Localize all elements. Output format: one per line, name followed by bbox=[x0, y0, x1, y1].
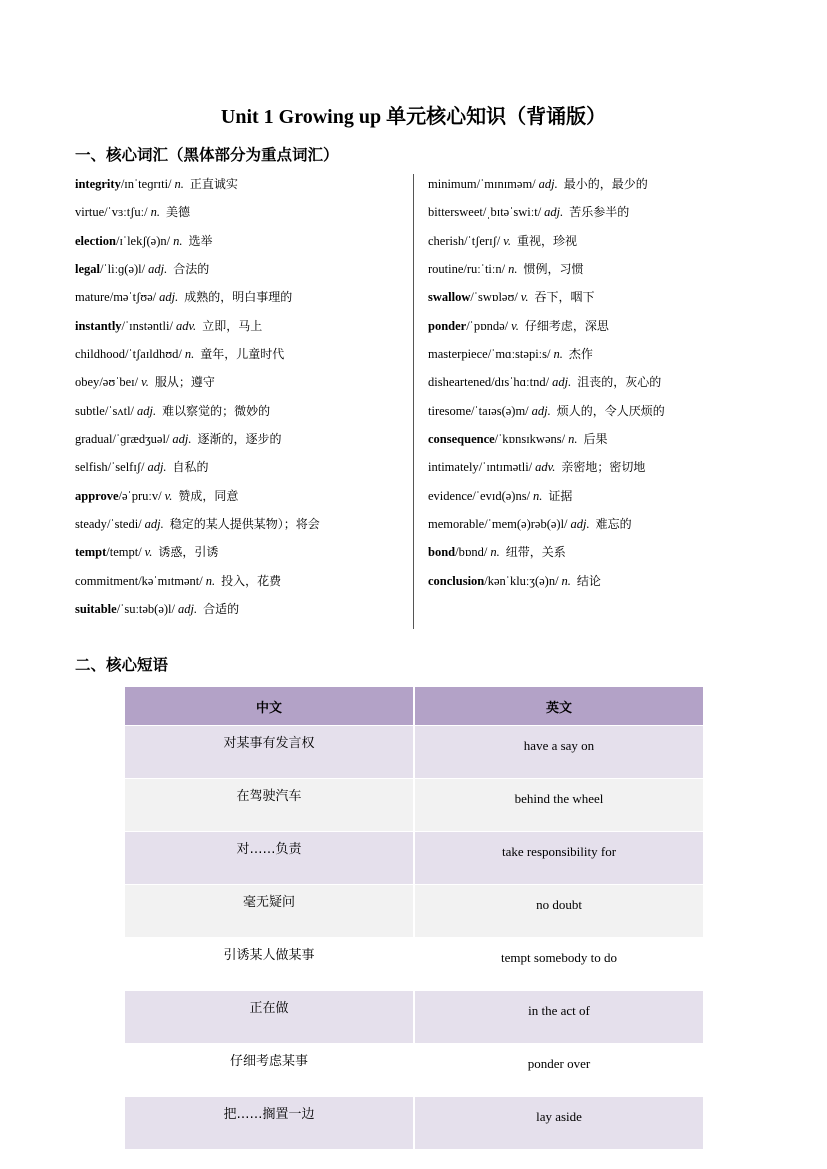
phrase-english: behind the wheel bbox=[414, 779, 703, 832]
vocab-phonetic: /bɒnd/ bbox=[455, 545, 488, 560]
header-chinese: 中文 bbox=[125, 687, 414, 726]
vocab-entry bbox=[428, 541, 758, 569]
vocab-part-of-speech: v. bbox=[141, 375, 149, 390]
vocab-word: evidence bbox=[428, 488, 473, 503]
vocab-meaning: 沮丧的，灰心的 bbox=[577, 375, 662, 390]
phrase-chinese: 毫无疑问 bbox=[125, 885, 414, 938]
vocab-entry bbox=[428, 513, 758, 541]
vocab-part-of-speech: adv. bbox=[175, 318, 197, 333]
vocab-meaning: 烦人的，令人厌烦的 bbox=[556, 403, 665, 418]
vocab-word: election bbox=[75, 233, 116, 248]
vocab-entry bbox=[75, 570, 410, 598]
vocab-meaning: 惯例，习惯 bbox=[523, 262, 584, 277]
vocab-part-of-speech: n. bbox=[533, 488, 543, 503]
vocab-phonetic: /ɪˈlekʃ(ə)n/ bbox=[115, 233, 171, 248]
phrase-english: ponder over bbox=[414, 1044, 703, 1097]
vocab-meaning: 结论 bbox=[576, 573, 601, 588]
vocab-part-of-speech: adj. bbox=[137, 403, 157, 418]
vocab-word: mature bbox=[75, 290, 110, 305]
vocab-meaning: 稳定的某人提供某物）；将会 bbox=[169, 517, 320, 532]
vocab-entry bbox=[428, 485, 758, 513]
vocab-word: subtle bbox=[75, 403, 105, 418]
vocab-phonetic: /tempt/ bbox=[106, 545, 142, 560]
vocab-word: approve bbox=[75, 488, 119, 503]
vocab-entry bbox=[428, 428, 758, 456]
vocab-entry bbox=[75, 315, 410, 343]
vocab-word: ponder bbox=[428, 318, 467, 333]
vocab-part-of-speech: n. bbox=[568, 432, 578, 447]
vocab-entry bbox=[428, 201, 758, 229]
vocab-word: virtue bbox=[75, 205, 105, 220]
phrase-english: take responsibility for bbox=[414, 832, 703, 885]
vocab-part-of-speech: adj. bbox=[144, 517, 164, 532]
vocab-phonetic: /ɪnˈteɡrɪti/ bbox=[120, 177, 172, 191]
vocab-part-of-speech: adv. bbox=[535, 460, 556, 475]
vocab-word: cherish bbox=[428, 233, 465, 248]
vocab-phonetic: /məˈtʃʊə/ bbox=[109, 290, 157, 305]
vocab-part-of-speech: adj. bbox=[159, 290, 179, 305]
vocab-column-left bbox=[75, 173, 410, 627]
vocab-phonetic: /ˈsʌtl/ bbox=[104, 403, 135, 418]
vocab-part-of-speech: adj. bbox=[148, 262, 168, 277]
vocab-entry bbox=[75, 201, 410, 229]
vocab-word: routine bbox=[428, 262, 464, 277]
vocab-phonetic: /ˈevɪd(ə)ns/ bbox=[472, 488, 531, 503]
vocab-meaning: 童年，儿童时代 bbox=[200, 347, 285, 362]
vocab-word: consequence bbox=[428, 432, 495, 447]
vocab-word: suitable bbox=[75, 602, 117, 617]
vocab-meaning: 纽带，关系 bbox=[505, 545, 566, 560]
vocab-entry bbox=[428, 570, 758, 598]
vocab-part-of-speech: v. bbox=[144, 545, 153, 560]
vocab-meaning: 合法的 bbox=[173, 262, 210, 277]
vocab-column-right bbox=[428, 173, 758, 598]
vocab-word: memorable bbox=[428, 517, 485, 532]
vocab-part-of-speech: n. bbox=[150, 205, 160, 220]
table-row bbox=[125, 1097, 703, 1150]
vocab-word: integrity bbox=[75, 177, 121, 191]
phrase-table-header bbox=[125, 687, 703, 726]
vocab-part-of-speech: adj. bbox=[531, 403, 551, 418]
vocab-meaning: 后果 bbox=[583, 432, 608, 447]
vocab-meaning: 诱惑，引诱 bbox=[158, 545, 219, 560]
column-divider bbox=[413, 174, 414, 629]
vocab-word: conclusion bbox=[428, 573, 485, 588]
vocab-meaning: 逐渐的，逐步的 bbox=[197, 432, 282, 447]
vocab-entry bbox=[75, 456, 410, 484]
vocab-part-of-speech: n. bbox=[205, 573, 216, 588]
table-row bbox=[125, 885, 703, 938]
vocab-phonetic: /ˈstedi/ bbox=[106, 517, 142, 532]
vocab-part-of-speech: n. bbox=[174, 177, 184, 191]
phrase-table bbox=[125, 687, 703, 1150]
phrase-chinese: 正在做 bbox=[125, 991, 414, 1044]
vocab-entry bbox=[75, 286, 410, 314]
phrase-english: in the act of bbox=[414, 991, 703, 1044]
phrase-chinese: 对某事有发言权 bbox=[125, 726, 414, 779]
vocab-entry bbox=[428, 400, 758, 428]
vocab-word: bittersweet bbox=[428, 205, 483, 220]
vocab-word: childhood bbox=[75, 347, 125, 362]
vocab-meaning: 立即，马上 bbox=[202, 318, 263, 333]
vocab-word: steady bbox=[75, 517, 107, 532]
vocab-entry bbox=[428, 286, 758, 314]
vocab-entry bbox=[75, 343, 410, 371]
vocab-phonetic: /ˈswɒləʊ/ bbox=[470, 290, 518, 305]
vocab-phonetic: /ˈtʃaɪldhʊd/ bbox=[125, 347, 182, 362]
vocab-part-of-speech: v. bbox=[164, 488, 173, 503]
vocab-phonetic: /ˈliːɡ(ə)l/ bbox=[100, 262, 146, 277]
phrase-chinese: 引诱某人做某事 bbox=[125, 938, 414, 991]
vocab-word: obey bbox=[75, 375, 100, 390]
vocab-word: instantly bbox=[75, 318, 122, 333]
phrase-english: have a say on bbox=[414, 726, 703, 779]
vocab-meaning: 赞成，同意 bbox=[178, 488, 239, 503]
vocab-entry bbox=[75, 230, 410, 258]
vocab-meaning: 苦乐参半的 bbox=[569, 205, 630, 220]
vocab-meaning: 杰作 bbox=[568, 347, 593, 362]
vocab-meaning: 难忘的 bbox=[595, 517, 632, 532]
header-english: 英文 bbox=[414, 687, 703, 726]
vocab-word: disheartened bbox=[428, 375, 492, 390]
vocab-entry bbox=[428, 258, 758, 286]
vocab-meaning: 合适的 bbox=[203, 602, 240, 617]
page-title: Unit 1 Growing up 单元核心知识（背诵版） bbox=[220, 106, 607, 128]
table-row bbox=[125, 938, 703, 991]
vocab-part-of-speech: adj. bbox=[178, 602, 198, 617]
vocab-meaning: 难以察觉的；微妙的 bbox=[162, 403, 271, 418]
vocab-phonetic: /ˌbɪtəˈswiːt/ bbox=[482, 205, 542, 220]
vocab-part-of-speech: adj. bbox=[538, 177, 558, 191]
table-row bbox=[125, 1044, 703, 1097]
vocab-entry bbox=[75, 428, 410, 456]
vocab-entry bbox=[428, 456, 758, 484]
vocab-entry bbox=[428, 371, 758, 399]
vocab-phonetic: /ˈvɜːtʃuː/ bbox=[104, 205, 148, 220]
vocab-part-of-speech: n. bbox=[173, 233, 183, 248]
phrase-english: tempt somebody to do bbox=[414, 938, 703, 991]
vocab-word: masterpiece bbox=[428, 347, 488, 362]
vocab-word: intimately bbox=[428, 460, 479, 475]
vocab-meaning: 美德 bbox=[166, 205, 191, 220]
table-row bbox=[125, 779, 703, 832]
vocab-entry bbox=[428, 315, 758, 343]
vocab-entry bbox=[75, 173, 410, 201]
vocab-phonetic: /ˈmɪnɪməm/ bbox=[476, 177, 536, 191]
section-heading-vocab: 一、核心词汇（黑体部分为重点词汇） bbox=[75, 146, 339, 164]
vocab-phonetic: /ˈtaɪəs(ə)m/ bbox=[471, 403, 529, 418]
vocab-phonetic: /ruːˈtiːn/ bbox=[463, 262, 506, 277]
vocab-word: swallow bbox=[428, 290, 471, 305]
vocab-meaning: 成熟的，明白事理的 bbox=[184, 290, 293, 305]
vocab-phonetic: /əʊˈbeɪ/ bbox=[99, 375, 139, 390]
vocab-phonetic: /ˈmɑːstəpiːs/ bbox=[487, 347, 551, 362]
vocab-meaning: 投入，花费 bbox=[221, 573, 282, 588]
vocab-entry bbox=[75, 598, 410, 626]
vocab-entry bbox=[428, 343, 758, 371]
vocab-phonetic: /kənˈkluːʒ(ə)n/ bbox=[484, 573, 559, 588]
vocab-entry bbox=[75, 541, 410, 569]
vocab-entry bbox=[75, 485, 410, 513]
vocab-part-of-speech: v. bbox=[511, 318, 519, 333]
vocab-meaning: 正直诚实 bbox=[189, 177, 238, 191]
vocab-phonetic: /ˈselfɪʃ/ bbox=[107, 460, 145, 475]
table-row bbox=[125, 726, 703, 779]
table-row bbox=[125, 832, 703, 885]
phrase-english: no doubt bbox=[414, 885, 703, 938]
vocab-part-of-speech: adj. bbox=[147, 460, 167, 475]
vocab-word: tiresome bbox=[428, 403, 472, 418]
vocab-word: bond bbox=[428, 545, 456, 560]
vocab-part-of-speech: n. bbox=[184, 347, 195, 362]
vocab-part-of-speech: adj. bbox=[172, 432, 192, 447]
vocab-meaning: 最小的，最少的 bbox=[563, 177, 648, 191]
phrase-chinese: 把……搁置一边 bbox=[125, 1097, 414, 1150]
vocab-phonetic: /dɪsˈhɑːtnd/ bbox=[491, 375, 550, 390]
vocab-meaning: 服从；遵守 bbox=[154, 375, 215, 390]
vocab-part-of-speech: adj. bbox=[544, 205, 564, 220]
phrase-chinese: 在驾驶汽车 bbox=[125, 779, 414, 832]
vocab-entry bbox=[75, 258, 410, 286]
vocab-entry bbox=[75, 513, 410, 541]
vocab-meaning: 重视，珍视 bbox=[516, 233, 577, 248]
vocab-word: legal bbox=[75, 262, 100, 277]
vocab-phonetic: /ˈɪnstəntli/ bbox=[121, 318, 173, 333]
vocab-part-of-speech: v. bbox=[520, 290, 529, 305]
vocab-phonetic: /ˈɪntɪmətli/ bbox=[478, 460, 533, 475]
vocab-meaning: 吞下，咽下 bbox=[534, 290, 595, 305]
section-heading-phrases: 二、核心短语 bbox=[75, 656, 169, 674]
vocab-part-of-speech: adj. bbox=[570, 517, 590, 532]
vocab-word: minimum bbox=[428, 177, 477, 191]
vocab-part-of-speech: n. bbox=[508, 262, 518, 277]
table-row bbox=[125, 991, 703, 1044]
phrase-chinese: 对……负责 bbox=[125, 832, 414, 885]
vocab-meaning: 仔细考虑，深思 bbox=[524, 318, 609, 333]
vocab-meaning: 证据 bbox=[548, 488, 573, 503]
vocab-phonetic: /kəˈmɪtmənt/ bbox=[138, 573, 203, 588]
vocab-entry bbox=[428, 173, 758, 201]
vocab-word: selfish bbox=[75, 460, 108, 475]
vocab-phonetic: /ˈsuːtəb(ə)l/ bbox=[116, 602, 176, 617]
vocab-part-of-speech: adj. bbox=[552, 375, 572, 390]
vocab-meaning: 选举 bbox=[188, 233, 213, 248]
vocab-phonetic: /ˈpɒndə/ bbox=[466, 318, 509, 333]
vocab-phonetic: /ˈkɒnsɪkwəns/ bbox=[494, 432, 566, 447]
vocab-part-of-speech: n. bbox=[553, 347, 563, 362]
vocab-word: tempt bbox=[75, 545, 107, 560]
vocab-phonetic: /ˈmem(ə)rəb(ə)l/ bbox=[484, 517, 568, 532]
vocab-part-of-speech: n. bbox=[490, 545, 500, 560]
phrase-english: lay aside bbox=[414, 1097, 703, 1150]
vocab-word: gradual bbox=[75, 432, 113, 447]
phrase-chinese: 仔细考虑某事 bbox=[125, 1044, 414, 1097]
vocab-phonetic: /əˈpruːv/ bbox=[118, 488, 162, 503]
vocab-phonetic: /ˈɡrædʒuəl/ bbox=[112, 432, 170, 447]
vocab-meaning: 亲密地；密切地 bbox=[561, 460, 646, 475]
vocab-part-of-speech: n. bbox=[561, 573, 571, 588]
vocab-part-of-speech: v. bbox=[503, 233, 511, 248]
vocab-word: commitment bbox=[75, 573, 139, 588]
vocab-entry bbox=[428, 230, 758, 258]
vocab-entry bbox=[75, 371, 410, 399]
vocab-meaning: 自私的 bbox=[172, 460, 209, 475]
vocab-entry bbox=[75, 400, 410, 428]
vocab-phonetic: /ˈtʃerɪʃ/ bbox=[464, 233, 501, 248]
